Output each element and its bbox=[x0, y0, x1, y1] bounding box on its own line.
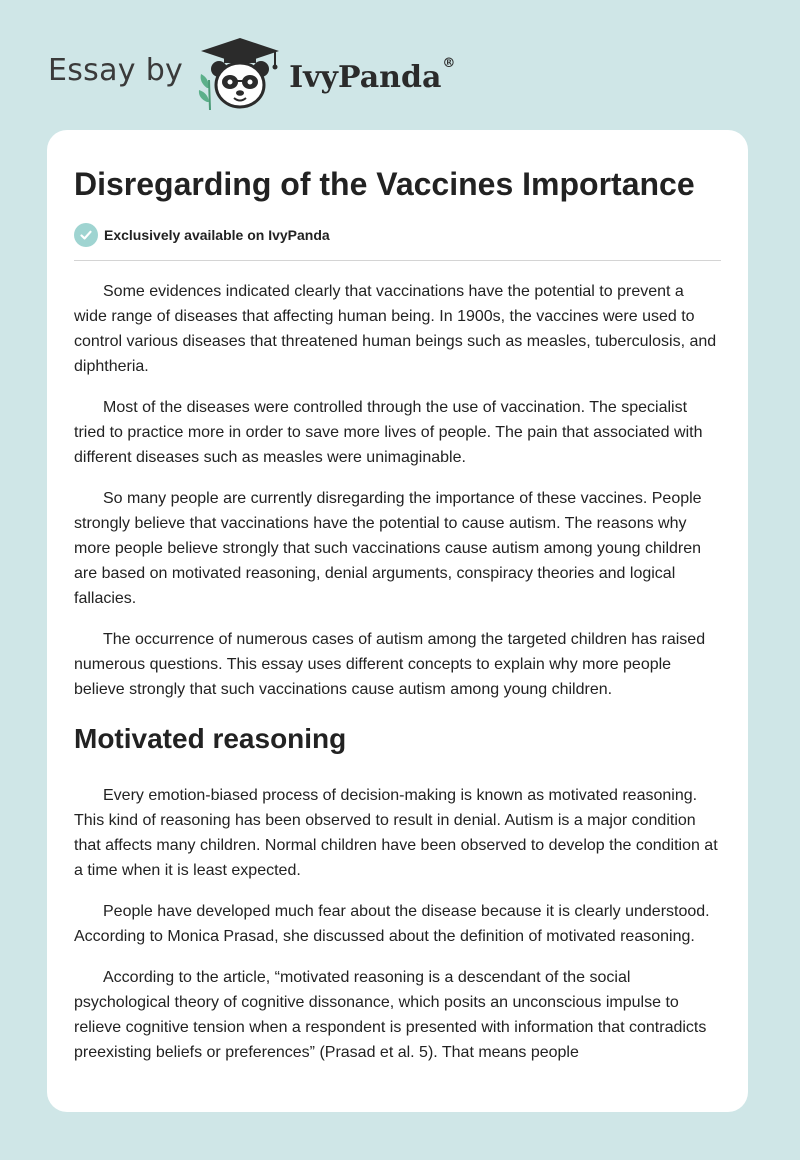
divider bbox=[74, 260, 721, 261]
paragraph: People have developed much fear about the disease because it is clearly understood. According to Monica Prasad, she discussed about the definition of motivated reasoning. bbox=[74, 903, 710, 945]
section-heading: Motivated reasoning bbox=[74, 723, 347, 754]
essay-content bbox=[47, 165, 748, 1065]
trademark-mark: ® bbox=[442, 55, 456, 71]
exclusive-badge-text: Exclusively available on IvyPanda bbox=[104, 227, 330, 243]
checkmark-icon bbox=[74, 223, 98, 247]
brand-prefix: Essay by bbox=[48, 52, 184, 88]
paragraph: Some evidences indicated clearly that vaccinations have the potential to prevent a wide range of diseases that affecting human being. In 1900s, the vaccines were used to control various diseases that threatened human beings such as measles, tuberculosis, and diphtheria. bbox=[74, 283, 717, 375]
paragraph: The occurrence of numerous cases of autism among the targeted children has raised numerous questions. This essay uses different concepts to explain why more people believe strongly that such vaccinations cause autism among young children. bbox=[74, 631, 706, 698]
paragraph: Every emotion-biased process of decision-making is known as motivated reasoning. This kind of reasoning has been observed to result in denial. Autism is a major condition that affects many children. Normal children have been observed to develop the condition at a time when it is least expected. bbox=[74, 787, 718, 879]
essay-card bbox=[47, 130, 748, 1112]
paragraph: So many people are currently disregarding the importance of these vaccines. People strongly believe that vaccinations have the potential to cause autism. The reasons why more people believe strongly that such vaccinations cause autism among young children are based on motivated reasoning, denial arguments, conspiracy theories and logical fallacies. bbox=[74, 490, 702, 607]
brand-name[interactable]: IvyPanda® bbox=[289, 55, 456, 95]
paragraph: Most of the diseases were controlled through the use of vaccination. The specialist tried to practice more in order to save more lives of people. The pain that associated with different diseases such as measles were unimaginable. bbox=[74, 399, 703, 466]
brand-header bbox=[48, 34, 455, 114]
panda-logo-icon[interactable] bbox=[197, 36, 283, 112]
page-title: Disregarding of the Vaccines Importance bbox=[74, 166, 695, 202]
paragraph: According to the article, “motivated reasoning is a descendant of the social psychological theory of cognitive dissonance, which posits an unconscious impulse to relieve cognitive tension when a respondent is presented with information that contradicts preexisting beliefs or preferences” (Prasad et al. 5). That means people bbox=[74, 969, 707, 1061]
exclusive-badge bbox=[74, 223, 721, 247]
